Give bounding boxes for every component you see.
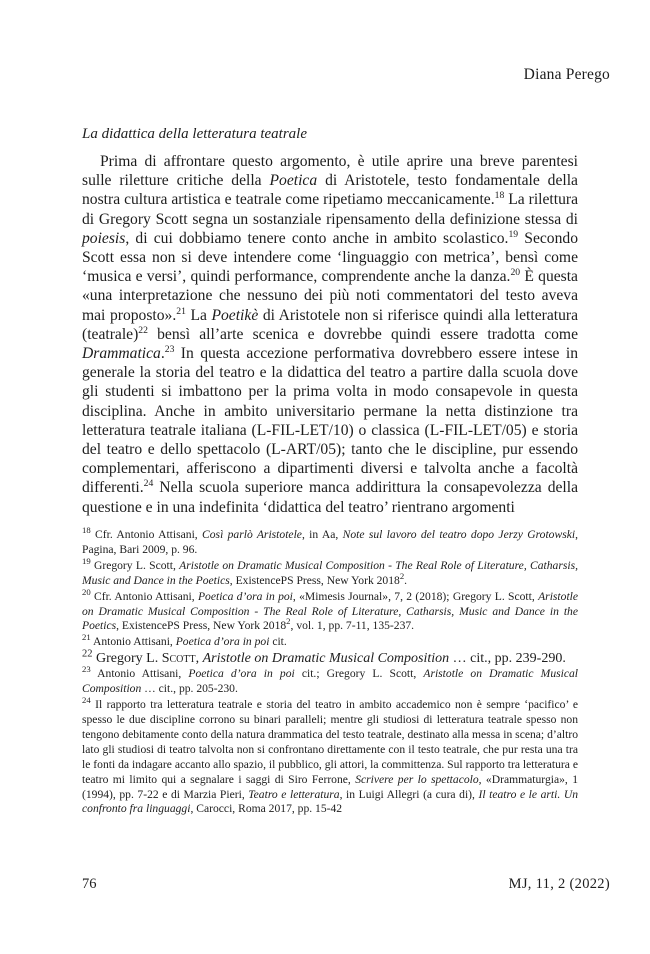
body-italic: Drammatica: [82, 345, 161, 363]
footnote-19: [82, 555, 579, 589]
body-text: In questa accezione performativa dovrebbero essere intese in generale la storia del teatro e la didattica del teatro a partire dalla scuola dove gli studenti si imbattono per la prima volta in modo consapevole in questa disciplina. Anche in ambito universitario permane la netta distinzione tra letteratura teatrale italiana (L-FIL-LET/10) o classica (L-FIL-LET/05) e storia del teatro e dello spettacolo (L-ART/05); tanto che le discipline, pur essendo complementari, afferiscono a dipartimenti diversi e talvolta anche a facoltà differenti.: [82, 345, 578, 497]
footnote-number: 24: [82, 695, 91, 706]
section-title: La didattica della letteratura teatrale: [82, 126, 307, 142]
body-text: Prima di affrontare questo argomento, è utile aprire una breve parentesi sulle riletture critiche della: [82, 153, 578, 190]
footnote-text: , «Mimesis Journal», 7, 2 (2018); Gregory L. Scott,: [292, 589, 539, 603]
page-number: 76: [82, 876, 97, 892]
running-header-author: Diana Perego: [523, 66, 610, 83]
footnote-text: cit.: [269, 635, 287, 649]
footnote-text: , ExistencePS Press, New York 2018: [229, 573, 400, 587]
footnote-italic: Aristotle on Dramatic Musical Composition - The Real Role of Literature, Catharsis, Music and Dance in the Poetics: [82, 558, 579, 587]
footnote-italic: Così parlò Aristotele: [202, 528, 302, 541]
footnotes-block: [82, 525, 579, 818]
body-text: .: [160, 345, 165, 363]
footnote-23: [82, 664, 579, 697]
footnote-text: Gregory L.: [92, 651, 162, 667]
footnote-text: , Pagina, Bari 2009, p. 96.: [82, 528, 579, 556]
footnote-ref-24[interactable]: 24: [143, 478, 154, 490]
footnote-text: , in Luigi Allegri (a cura di),: [339, 787, 479, 801]
body-italic: poiesis: [82, 229, 126, 247]
footnote-24: [82, 695, 578, 817]
edition-superscript: 2: [286, 616, 291, 627]
footnote-21: [82, 632, 578, 650]
footnote-text: Il rapporto tra letteratura teatrale e storia del teatro in ambito accademico non è sempre ‘pacifico’ e spesso le due discipline corrono su binari paralleli; mentre gli studiosi di letteratura teatrale spesso non tengono debitamente conto della natura drammatica del testo teatrale, destinato alla messa in scena; d’altro lato gli studiosi di teatro talvolta non si confrontano direttamente con il testo teatrale, che pur resta una tra le fonti da indagare accanto allo spazio, il pubblico, gli attori, la committenza. Sul rapporto tra letteratura e teatro mi limito qui a segnalare i saggi di Siro Ferrone,: [82, 698, 578, 786]
journal-citation: MJ, 11, 2 (2022): [508, 876, 610, 892]
footnote-ref-21[interactable]: 21: [176, 305, 186, 317]
footnote-ref-18[interactable]: 18: [494, 190, 505, 202]
footnote-text: , «Drammaturgia», 1 (1994), pp. 7-22 e di Marzia Pieri,: [82, 772, 578, 801]
body-text: È questa «una interpretazione che nessuno dei più noti commentatori del testo aveva mai proposto».: [82, 268, 578, 324]
footnote-text: cit.; Gregory L. Scott,: [294, 667, 424, 681]
footnote-text: .: [404, 573, 408, 587]
body-italic: Poetikè: [211, 306, 259, 324]
footnote-ref-19[interactable]: 19: [508, 228, 519, 240]
footnote-italic: Poetica d’ora in poi: [175, 635, 270, 649]
body-text: La rilettura di Gregory Scott segna un sostanziale ripensamento della definizione stessa di: [82, 191, 578, 228]
footnote-text: , vol. 1, pp. 7-11, 135-237.: [290, 619, 415, 633]
footnote-number: 18: [82, 525, 91, 536]
footnote-text: Cfr. Antonio Attisani,: [90, 528, 203, 541]
footnote-italic: Poetica d’ora in poi: [188, 667, 295, 681]
body-paragraph: [82, 152, 578, 517]
footnote-22: [82, 648, 578, 667]
edition-superscript: 2: [399, 570, 405, 581]
footnote-text: , ExistencePS Press, New York 2018: [116, 619, 287, 633]
footnote-italic: Poetica d’ora in poi: [197, 589, 293, 603]
footnote-ref-23[interactable]: 23: [164, 343, 175, 355]
footnote-number: 22: [82, 648, 93, 660]
footnote-text: Antonio Attisani,: [90, 667, 189, 681]
body-text: , di cui dobbiamo tenere conto anche in ambito scolastico.: [125, 229, 509, 247]
footnote-20: [82, 586, 579, 635]
footnote-number: 19: [82, 555, 91, 566]
footnote-italic: Note sul lavoro del teatro dopo Jerzy Grotowski: [342, 528, 576, 541]
body-text: Nella scuola superiore manca addirittura la consapevolezza della questione e in una indefinita ‘didattica del teatro’ rientrano argomenti: [82, 479, 578, 516]
footnote-italic: Aristotle on Dramatic Musical Composition: [202, 651, 450, 667]
footnote-text: Antonio Attisani,: [90, 635, 176, 649]
footnote-18: [82, 525, 579, 558]
footnote-text: … cit., pp. 239-290.: [449, 651, 566, 667]
body-text: Secondo Scott essa non si deve intendere come ‘linguaggio con metrica’, bensì come ‘musica e versi’, quindi performance, comprendente anche la danza.: [82, 229, 578, 286]
footnote-text: … cit., pp. 205-230.: [141, 682, 238, 696]
footnote-ref-22[interactable]: 22: [138, 324, 148, 336]
footnote-italic: Scrivere per lo spettacolo: [355, 772, 479, 786]
footnote-ref-20[interactable]: 20: [510, 267, 521, 279]
footnote-text: ,: [195, 651, 203, 667]
footnote-text: , Carocci, Roma 2017, pp. 15-42: [190, 802, 343, 816]
body-italic: Poetica: [269, 172, 318, 190]
footnote-text: Gregory L. Scott,: [90, 558, 180, 572]
footnote-number: 21: [82, 632, 91, 643]
footnote-italic: Teatro e letteratura: [248, 787, 340, 801]
footnote-text: Cfr. Antonio Attisani,: [90, 589, 198, 603]
footnote-text: , in Aa,: [301, 528, 343, 541]
footnote-italic: Aristotle on Dramatic Musical Composition - The Real Role of Literature, Catharsis, Music and Dance in the Poetics: [82, 589, 579, 633]
author-small-caps: Scott: [161, 651, 196, 667]
body-text: di Aristotele, testo fondamentale della nostra cultura artistica e teatrale come ripetiamo meccanicamente.: [82, 172, 578, 209]
body-text: di Aristotele non si riferisce quindi alla letteratura (teatrale): [82, 306, 578, 343]
footnote-italic: Il teatro e le arti. Un confronto fra linguaggi: [82, 787, 578, 816]
body-text: La: [185, 306, 212, 324]
body-text: bensì all’arte scenica e dovrebbe quindi essere tradotta come: [147, 325, 578, 343]
footnote-number: 23: [82, 664, 91, 675]
footnote-italic: Aristotle on Dramatic Musical Composition: [82, 667, 579, 696]
footnote-number: 20: [82, 586, 91, 597]
